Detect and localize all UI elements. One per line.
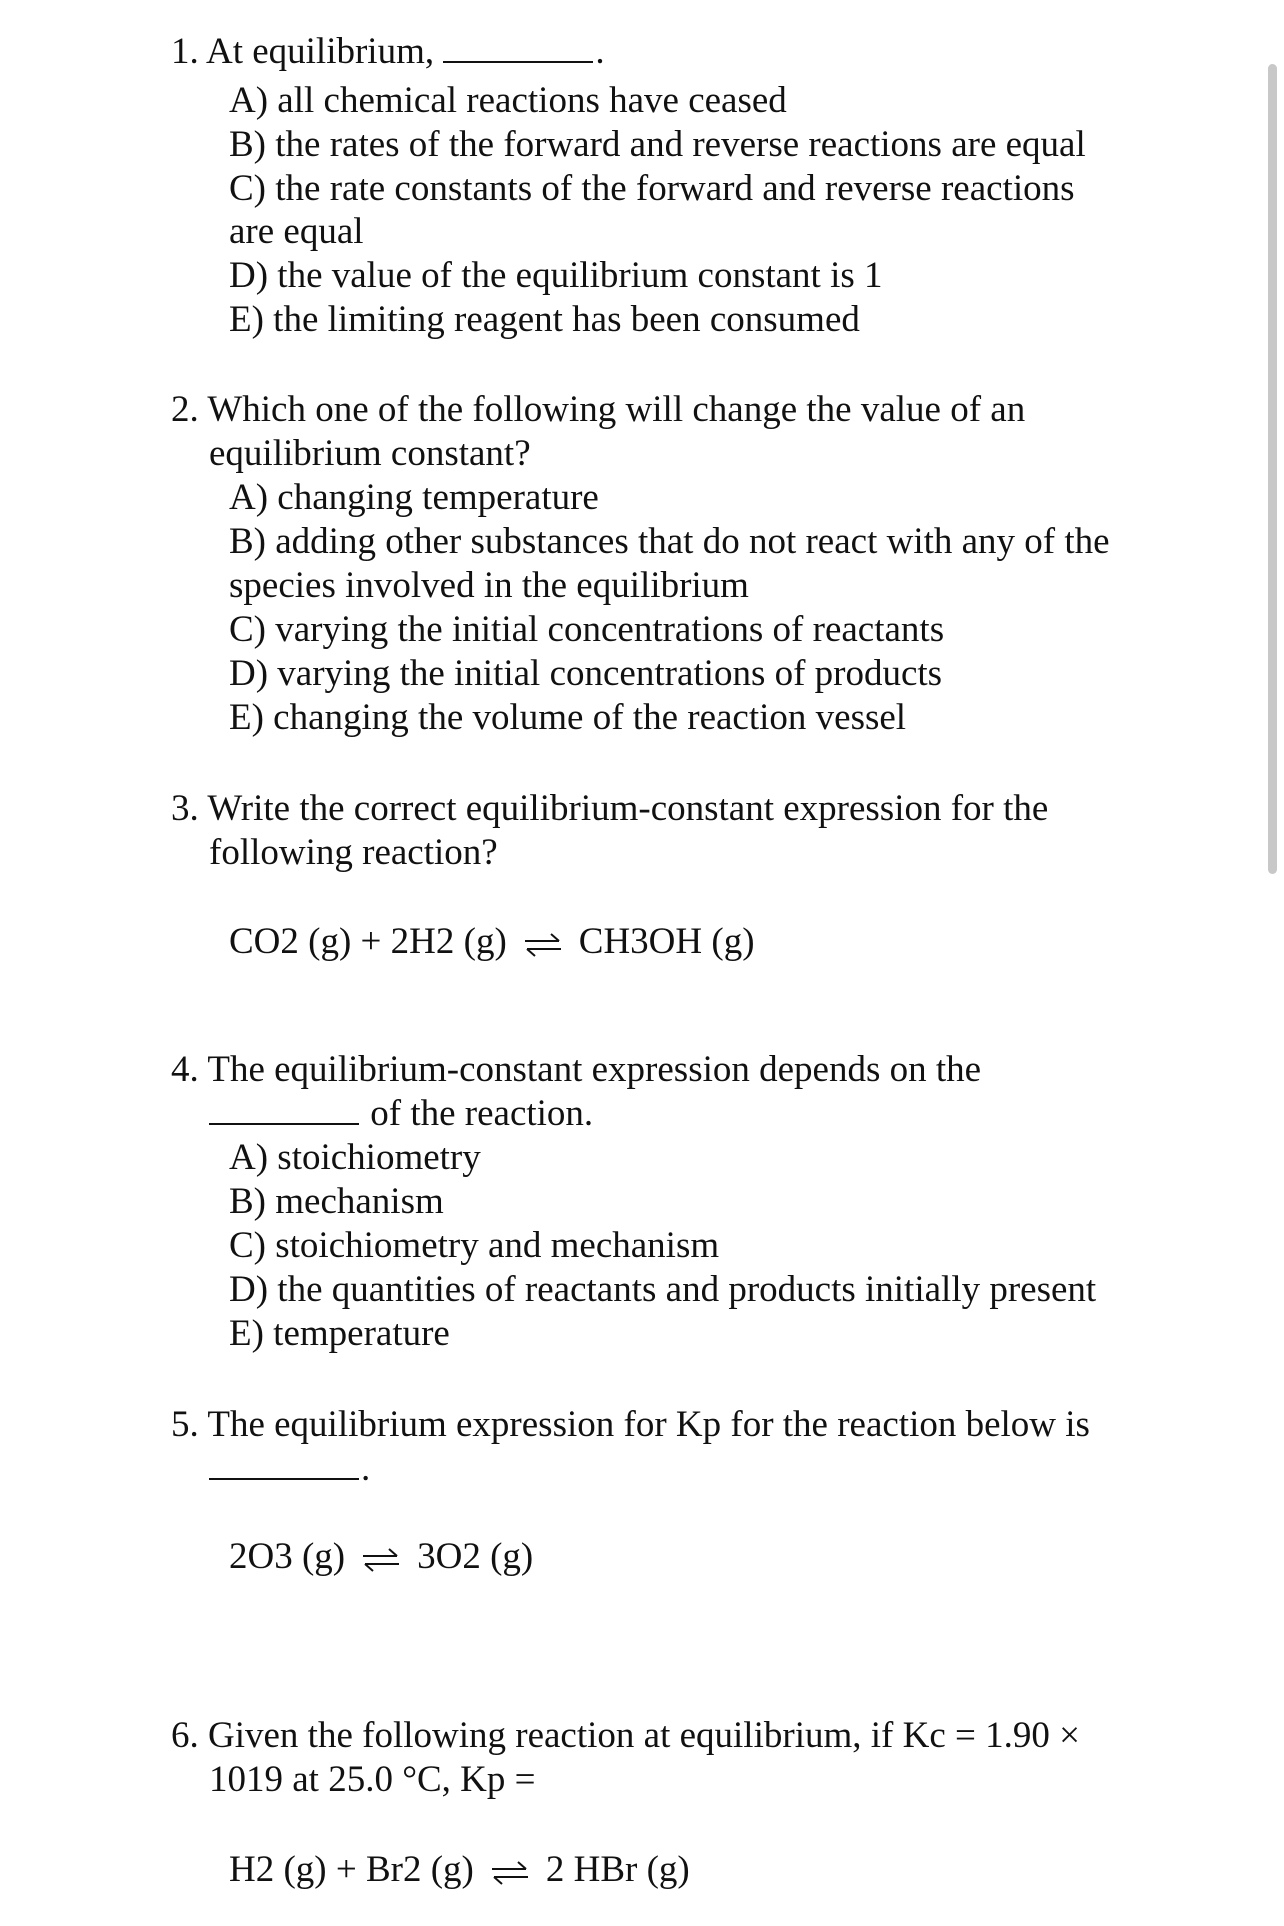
reaction-equation	[229, 1535, 533, 1579]
products: 2 HBr (g)	[545, 1849, 690, 1890]
vertical-scrollbar[interactable]	[1268, 64, 1277, 874]
question-text: Write the correct equilibrium-constant expression for the	[207, 788, 1049, 829]
question-text: The equilibrium-constant expression depends on the	[207, 1049, 982, 1090]
question-number: 1.	[171, 31, 199, 72]
option-e: E) temperature	[229, 1313, 450, 1354]
equilibrium-arrows-icon	[359, 1546, 403, 1574]
question-number: 2.	[171, 389, 199, 430]
question-3-stem	[171, 787, 1048, 831]
option-a: A) all chemical reactions have ceased	[229, 80, 787, 121]
option-b: B) the rates of the forward and reverse reactions are equal	[229, 124, 1086, 165]
question-text: Which one of the following will change the value of an	[207, 389, 1026, 430]
question-number: 3.	[171, 788, 199, 829]
equilibrium-arrows-icon	[521, 931, 565, 959]
reactants: CO2 (g) + 2H2 (g)	[229, 921, 507, 962]
option-d: D) the quantities of reactants and products initially present	[229, 1269, 1097, 1310]
reactants: 2O3 (g)	[229, 1536, 346, 1577]
reaction-equation	[229, 1848, 690, 1892]
reaction-equation	[229, 920, 755, 964]
products: CH3OH (g)	[578, 921, 755, 962]
question-text: The equilibrium expression for Kp for the reaction below is	[207, 1404, 1090, 1445]
question-number: 5.	[171, 1404, 199, 1445]
products: 3O2 (g)	[417, 1536, 534, 1577]
question-1-stem	[171, 30, 605, 74]
question-number: 4.	[171, 1049, 199, 1090]
question-text: of the reaction.	[370, 1093, 594, 1134]
question-2-stem	[171, 388, 1025, 432]
option-e: E) changing the volume of the reaction vessel	[229, 697, 907, 738]
option-c: C) varying the initial concentrations of reactants	[229, 609, 945, 650]
option-c: C) the rate constants of the forward and reverse reactions	[229, 168, 1075, 209]
reactants: H2 (g) + Br2 (g)	[229, 1849, 474, 1890]
question-text-end: .	[595, 31, 605, 72]
question-5-stem	[171, 1403, 1090, 1447]
option-b: B) mechanism	[229, 1181, 444, 1222]
option-b: B) adding other substances that do not react with any of the	[229, 521, 1110, 562]
question-text: At equilibrium,	[205, 31, 435, 72]
answer-blank	[443, 31, 593, 63]
option-e: E) the limiting reagent has been consumed	[229, 299, 860, 340]
option-d: D) varying the initial concentrations of products	[229, 653, 943, 694]
question-4-stem-continued	[209, 1092, 593, 1136]
question-6-stem	[171, 1714, 1080, 1758]
option-b-continued: species involved in the equilibrium	[229, 565, 749, 606]
question-3-stem-continued: following reaction?	[209, 832, 498, 873]
answer-blank	[209, 1093, 359, 1125]
equilibrium-arrows-icon	[488, 1859, 532, 1887]
question-6-stem-continued: 1019 at 25.0 °C, Kp =	[209, 1759, 536, 1800]
question-4-stem	[171, 1048, 981, 1092]
option-d: D) the value of the equilibrium constant is 1	[229, 255, 883, 296]
option-c: C) stoichiometry and mechanism	[229, 1225, 720, 1266]
question-text-end: .	[361, 1448, 371, 1489]
question-2-stem-continued: equilibrium constant?	[209, 433, 531, 474]
option-a: A) stoichiometry	[229, 1137, 481, 1178]
question-number: 6.	[171, 1715, 199, 1756]
option-c-continued: are equal	[229, 211, 364, 252]
option-a: A) changing temperature	[229, 477, 599, 518]
question-text: Given the following reaction at equilibrium, if Kc = 1.90 ×	[208, 1715, 1080, 1756]
question-5-stem-continued	[209, 1447, 370, 1491]
answer-blank	[209, 1448, 359, 1480]
